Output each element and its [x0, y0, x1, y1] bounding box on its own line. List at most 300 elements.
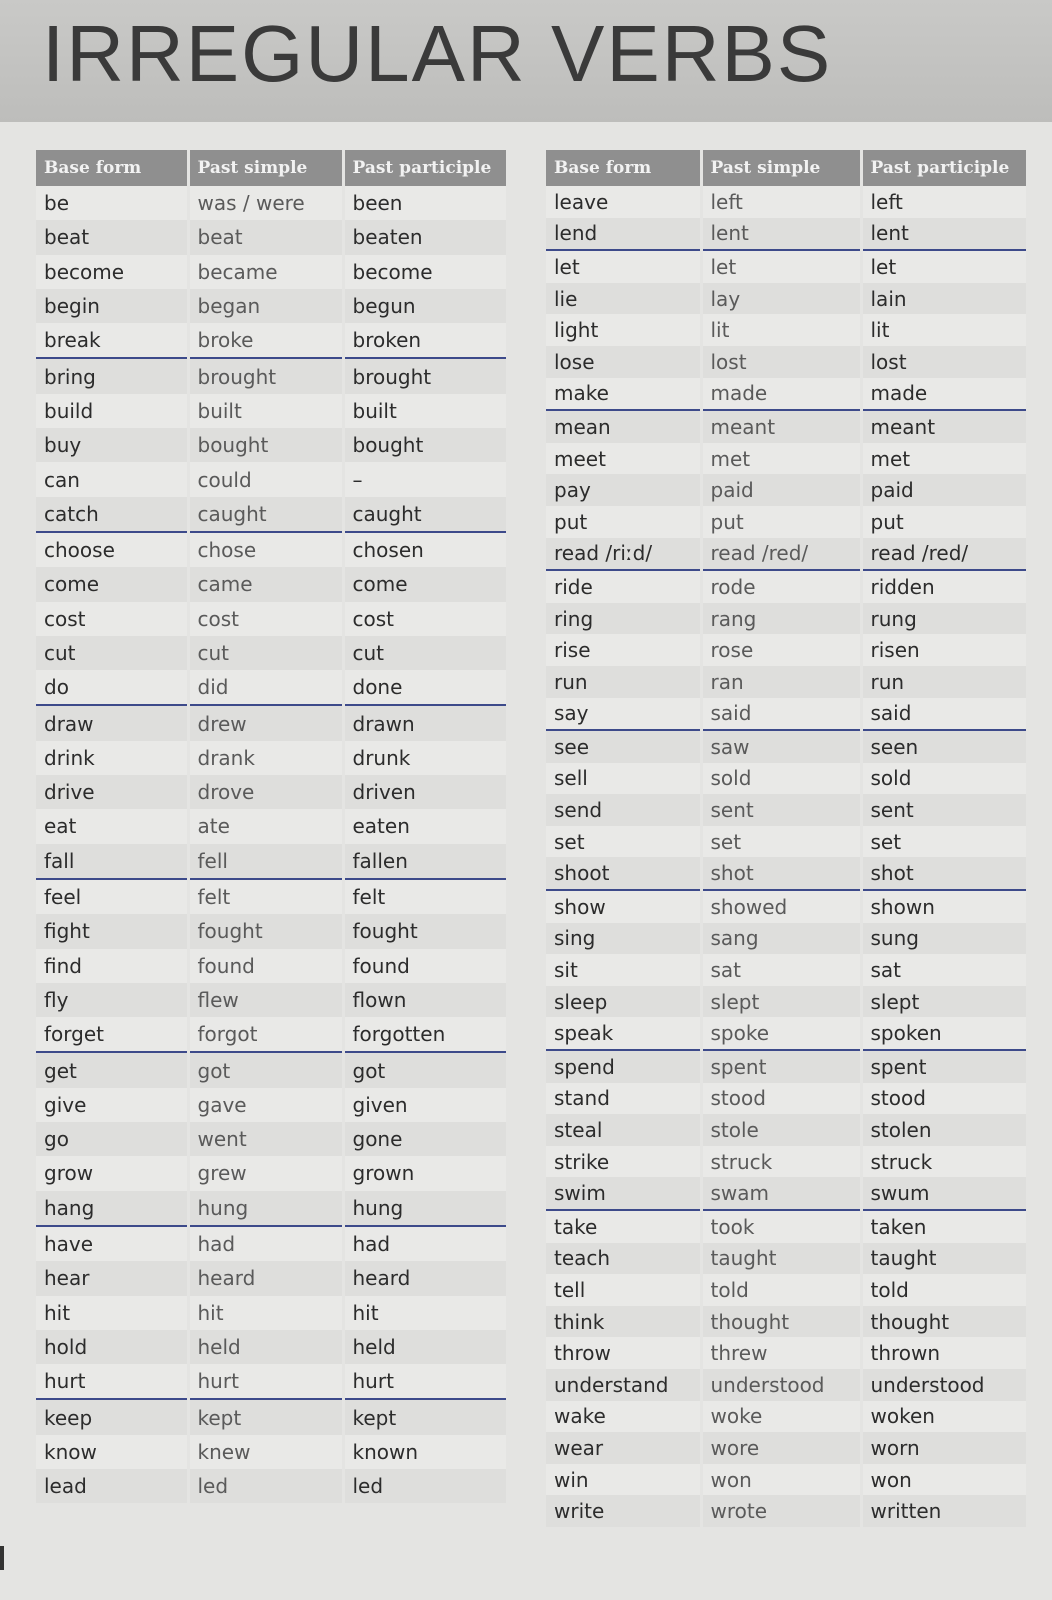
base-form-cell: have: [36, 1226, 188, 1261]
past-simple-cell: flew: [188, 983, 343, 1017]
past-participle-cell: risen: [861, 634, 1026, 666]
verb-row: [36, 428, 506, 462]
base-form-cell: build: [36, 394, 188, 428]
verb-row: [36, 1088, 506, 1122]
past-simple-cell: threw: [701, 1337, 861, 1369]
past-participle-cell: met: [861, 443, 1026, 475]
base-form-cell: can: [36, 462, 188, 496]
verb-row: [546, 763, 1026, 795]
base-form-cell: tell: [546, 1274, 701, 1306]
past-participle-cell: rung: [861, 603, 1026, 635]
verb-row: [546, 570, 1026, 603]
base-form-cell: take: [546, 1210, 701, 1243]
verb-row: [546, 538, 1026, 571]
base-form-cell: ring: [546, 603, 701, 635]
base-form-cell: let: [546, 250, 701, 283]
verb-row: [546, 954, 1026, 986]
past-simple-cell: spent: [701, 1050, 861, 1083]
past-simple-cell: saw: [701, 730, 861, 763]
past-participle-cell: spoken: [861, 1017, 1026, 1050]
past-participle-cell: slept: [861, 986, 1026, 1018]
past-participle-cell: forgotten: [343, 1017, 506, 1052]
verb-row: [546, 1274, 1026, 1306]
verb-row: [36, 1469, 506, 1503]
base-form-cell: cost: [36, 602, 188, 636]
past-simple-cell: ate: [188, 809, 343, 843]
verb-table-left-body: [36, 186, 506, 1503]
past-simple-cell: found: [188, 949, 343, 983]
past-participle-cell: sent: [861, 794, 1026, 826]
past-simple-cell: paid: [701, 474, 861, 506]
verb-row: [546, 1464, 1026, 1496]
past-participle-cell: worn: [861, 1432, 1026, 1464]
base-form-cell: sleep: [546, 986, 701, 1018]
past-simple-cell: told: [701, 1274, 861, 1306]
past-simple-cell: said: [701, 698, 861, 731]
base-form-cell: spend: [546, 1050, 701, 1083]
past-simple-cell: understood: [701, 1369, 861, 1401]
verb-row: [546, 1146, 1026, 1178]
past-simple-cell: rang: [701, 603, 861, 635]
past-simple-cell: spoke: [701, 1017, 861, 1050]
verb-row: [36, 394, 506, 428]
base-form-cell: show: [546, 890, 701, 923]
past-simple-cell: put: [701, 506, 861, 538]
verb-row: [546, 314, 1026, 346]
base-form-cell: hurt: [36, 1364, 188, 1399]
verb-row: [546, 346, 1026, 378]
verb-row: [36, 879, 506, 914]
base-form-cell: hit: [36, 1296, 188, 1330]
verb-row: [546, 1177, 1026, 1210]
verb-row: [36, 670, 506, 705]
past-simple-cell: began: [188, 289, 343, 323]
base-form-cell: put: [546, 506, 701, 538]
past-simple-cell: forgot: [188, 1017, 343, 1052]
past-simple-cell: held: [188, 1330, 343, 1364]
past-simple-cell: could: [188, 462, 343, 496]
past-participle-cell: hung: [343, 1191, 506, 1226]
past-simple-cell: fell: [188, 844, 343, 879]
past-participle-cell: made: [861, 378, 1026, 411]
past-participle-cell: been: [343, 186, 506, 220]
verb-row: [36, 255, 506, 289]
past-simple-cell: swam: [701, 1177, 861, 1210]
past-simple-cell: stood: [701, 1083, 861, 1115]
past-participle-cell: read /red/: [861, 538, 1026, 571]
past-simple-cell: ran: [701, 666, 861, 698]
past-simple-cell: felt: [188, 879, 343, 914]
base-form-cell: win: [546, 1464, 701, 1496]
base-form-cell: speak: [546, 1017, 701, 1050]
verb-row: [546, 1306, 1026, 1338]
past-simple-cell: struck: [701, 1146, 861, 1178]
past-simple-cell: met: [701, 443, 861, 475]
past-participle-cell: driven: [343, 775, 506, 809]
past-participle-cell: done: [343, 670, 506, 705]
past-participle-cell: meant: [861, 410, 1026, 443]
verb-row: [546, 826, 1026, 858]
verb-row: [36, 775, 506, 809]
verb-row: [546, 410, 1026, 443]
past-simple-cell: became: [188, 255, 343, 289]
verb-row: [36, 358, 506, 393]
base-form-cell: sit: [546, 954, 701, 986]
past-participle-cell: run: [861, 666, 1026, 698]
base-form-cell: draw: [36, 705, 188, 740]
base-form-cell: know: [36, 1435, 188, 1469]
past-participle-cell: lost: [861, 346, 1026, 378]
verb-row: [546, 1495, 1026, 1527]
past-participle-cell: put: [861, 506, 1026, 538]
base-form-cell: give: [36, 1088, 188, 1122]
base-form-cell: beat: [36, 220, 188, 254]
header-row: [546, 150, 1026, 186]
past-participle-cell: felt: [343, 879, 506, 914]
base-form-cell: steal: [546, 1114, 701, 1146]
base-form-cell: throw: [546, 1337, 701, 1369]
base-form-cell: rise: [546, 634, 701, 666]
verb-row: [36, 1330, 506, 1364]
verb-row: [546, 1050, 1026, 1083]
base-form-cell: come: [36, 567, 188, 601]
past-simple-cell: rode: [701, 570, 861, 603]
base-form-cell: strike: [546, 1146, 701, 1178]
past-simple-cell: was / were: [188, 186, 343, 220]
base-form-cell: set: [546, 826, 701, 858]
past-simple-cell: stole: [701, 1114, 861, 1146]
verb-row: [546, 1337, 1026, 1369]
base-form-cell: light: [546, 314, 701, 346]
past-simple-cell: did: [188, 670, 343, 705]
past-simple-cell: shot: [701, 857, 861, 890]
past-participle-cell: struck: [861, 1146, 1026, 1178]
past-participle-cell: shot: [861, 857, 1026, 890]
past-participle-cell: led: [343, 1469, 506, 1503]
verb-row: [36, 1261, 506, 1295]
past-simple-cell: woke: [701, 1401, 861, 1433]
header-base-form: Base form: [36, 150, 188, 186]
past-participle-cell: stood: [861, 1083, 1026, 1115]
verb-row: [36, 289, 506, 323]
verb-row: [546, 474, 1026, 506]
verb-row: [36, 636, 506, 670]
base-form-cell: think: [546, 1306, 701, 1338]
past-participle-cell: given: [343, 1088, 506, 1122]
past-participle-cell: woken: [861, 1401, 1026, 1433]
verb-row: [36, 914, 506, 948]
base-form-cell: begin: [36, 289, 188, 323]
past-participle-cell: eaten: [343, 809, 506, 843]
verb-row: [546, 250, 1026, 283]
past-participle-cell: broken: [343, 323, 506, 358]
past-simple-cell: drank: [188, 741, 343, 775]
verb-row: [36, 949, 506, 983]
verb-row: [36, 1156, 506, 1190]
base-form-cell: sell: [546, 763, 701, 795]
base-form-cell: run: [546, 666, 701, 698]
header-past-participle: Past participle: [861, 150, 1026, 186]
past-simple-cell: led: [188, 1469, 343, 1503]
base-form-cell: fall: [36, 844, 188, 879]
verb-row: [546, 1401, 1026, 1433]
verb-row: [36, 1399, 506, 1434]
verb-table-right-body: [546, 186, 1026, 1527]
base-form-cell: drink: [36, 741, 188, 775]
past-simple-cell: left: [701, 186, 861, 218]
past-participle-cell: begun: [343, 289, 506, 323]
past-participle-cell: understood: [861, 1369, 1026, 1401]
past-participle-cell: written: [861, 1495, 1026, 1527]
past-participle-cell: left: [861, 186, 1026, 218]
past-participle-cell: set: [861, 826, 1026, 858]
past-simple-cell: lost: [701, 346, 861, 378]
base-form-cell: wear: [546, 1432, 701, 1464]
past-participle-cell: taken: [861, 1210, 1026, 1243]
past-simple-cell: knew: [188, 1435, 343, 1469]
verb-row: [546, 1083, 1026, 1115]
past-participle-cell: had: [343, 1226, 506, 1261]
base-form-cell: catch: [36, 497, 188, 532]
base-form-cell: fly: [36, 983, 188, 1017]
verb-row: [36, 323, 506, 358]
base-form-cell: feel: [36, 879, 188, 914]
verb-row: [36, 220, 506, 254]
base-form-cell: drive: [36, 775, 188, 809]
past-participle-cell: lain: [861, 283, 1026, 315]
past-simple-cell: lit: [701, 314, 861, 346]
header-base-form: Base form: [546, 150, 701, 186]
past-participle-cell: taught: [861, 1243, 1026, 1275]
base-form-cell: do: [36, 670, 188, 705]
base-form-cell: lose: [546, 346, 701, 378]
past-simple-cell: thought: [701, 1306, 861, 1338]
past-simple-cell: took: [701, 1210, 861, 1243]
verb-row: [546, 1432, 1026, 1464]
past-simple-cell: kept: [188, 1399, 343, 1434]
past-participle-cell: found: [343, 949, 506, 983]
page-title: IRREGULAR VERBS: [42, 9, 833, 98]
base-form-cell: write: [546, 1495, 701, 1527]
past-simple-cell: cost: [188, 602, 343, 636]
past-simple-cell: caught: [188, 497, 343, 532]
verb-row: [546, 1369, 1026, 1401]
past-participle-cell: bought: [343, 428, 506, 462]
past-participle-cell: gone: [343, 1122, 506, 1156]
past-simple-cell: built: [188, 394, 343, 428]
verb-row: [36, 1191, 506, 1226]
past-participle-cell: seen: [861, 730, 1026, 763]
base-form-cell: eat: [36, 809, 188, 843]
page-edge-mark: [0, 1546, 4, 1570]
past-simple-cell: hit: [188, 1296, 343, 1330]
past-simple-cell: came: [188, 567, 343, 601]
base-form-cell: make: [546, 378, 701, 411]
past-simple-cell: taught: [701, 1243, 861, 1275]
past-simple-cell: brought: [188, 358, 343, 393]
verb-row: [546, 794, 1026, 826]
verb-row: [36, 532, 506, 567]
past-participle-cell: paid: [861, 474, 1026, 506]
verb-row: [546, 698, 1026, 731]
verb-row: [546, 634, 1026, 666]
base-form-cell: pay: [546, 474, 701, 506]
past-simple-cell: won: [701, 1464, 861, 1496]
past-simple-cell: cut: [188, 636, 343, 670]
verb-row: [36, 809, 506, 843]
verb-row: [546, 857, 1026, 890]
verb-row: [36, 1296, 506, 1330]
past-simple-cell: sent: [701, 794, 861, 826]
verb-row: [546, 218, 1026, 251]
header-past-simple: Past simple: [701, 150, 861, 186]
past-simple-cell: lay: [701, 283, 861, 315]
base-form-cell: see: [546, 730, 701, 763]
verb-row: [36, 1435, 506, 1469]
base-form-cell: leave: [546, 186, 701, 218]
past-participle-cell: sold: [861, 763, 1026, 795]
verb-row: [546, 186, 1026, 218]
past-simple-cell: let: [701, 250, 861, 283]
base-form-cell: be: [36, 186, 188, 220]
past-participle-cell: swum: [861, 1177, 1026, 1210]
past-participle-cell: said: [861, 698, 1026, 731]
base-form-cell: teach: [546, 1243, 701, 1275]
verb-row: [546, 890, 1026, 923]
base-form-cell: say: [546, 698, 701, 731]
past-simple-cell: drew: [188, 705, 343, 740]
base-form-cell: grow: [36, 1156, 188, 1190]
past-participle-cell: cut: [343, 636, 506, 670]
past-simple-cell: beat: [188, 220, 343, 254]
verb-row: [36, 1122, 506, 1156]
past-simple-cell: slept: [701, 986, 861, 1018]
past-participle-cell: heard: [343, 1261, 506, 1295]
past-simple-cell: grew: [188, 1156, 343, 1190]
base-form-cell: choose: [36, 532, 188, 567]
past-participle-cell: won: [861, 1464, 1026, 1496]
past-simple-cell: fought: [188, 914, 343, 948]
past-participle-cell: fallen: [343, 844, 506, 879]
verb-row: [546, 1114, 1026, 1146]
past-participle-cell: brought: [343, 358, 506, 393]
past-simple-cell: had: [188, 1226, 343, 1261]
past-simple-cell: lent: [701, 218, 861, 251]
past-participle-cell: built: [343, 394, 506, 428]
base-form-cell: meet: [546, 443, 701, 475]
past-simple-cell: hung: [188, 1191, 343, 1226]
past-simple-cell: chose: [188, 532, 343, 567]
past-simple-cell: bought: [188, 428, 343, 462]
base-form-cell: read /riːd/: [546, 538, 701, 571]
past-participle-cell: stolen: [861, 1114, 1026, 1146]
verb-row: [546, 443, 1026, 475]
past-participle-cell: kept: [343, 1399, 506, 1434]
base-form-cell: forget: [36, 1017, 188, 1052]
past-participle-cell: held: [343, 1330, 506, 1364]
past-participle-cell: known: [343, 1435, 506, 1469]
past-participle-cell: got: [343, 1052, 506, 1087]
verb-row: [546, 1243, 1026, 1275]
past-participle-cell: lit: [861, 314, 1026, 346]
verb-row: [546, 923, 1026, 955]
verb-row: [546, 603, 1026, 635]
base-form-cell: get: [36, 1052, 188, 1087]
header-past-simple: Past simple: [188, 150, 343, 186]
past-simple-cell: sat: [701, 954, 861, 986]
base-form-cell: become: [36, 255, 188, 289]
base-form-cell: ride: [546, 570, 701, 603]
base-form-cell: understand: [546, 1369, 701, 1401]
past-participle-cell: sung: [861, 923, 1026, 955]
base-form-cell: break: [36, 323, 188, 358]
header-row: [36, 150, 506, 186]
base-form-cell: find: [36, 949, 188, 983]
past-participle-cell: drawn: [343, 705, 506, 740]
past-participle-cell: shown: [861, 890, 1026, 923]
header-past-participle: Past participle: [343, 150, 506, 186]
past-simple-cell: drove: [188, 775, 343, 809]
verb-row: [36, 983, 506, 1017]
past-participle-cell: lent: [861, 218, 1026, 251]
verb-row: [36, 567, 506, 601]
past-participle-cell: grown: [343, 1156, 506, 1190]
verb-row: [36, 1226, 506, 1261]
verb-row: [36, 1364, 506, 1399]
past-simple-cell: got: [188, 1052, 343, 1087]
base-form-cell: hear: [36, 1261, 188, 1295]
past-participle-cell: cost: [343, 602, 506, 636]
verb-row: [36, 1017, 506, 1052]
past-simple-cell: sold: [701, 763, 861, 795]
past-simple-cell: read /red/: [701, 538, 861, 571]
past-participle-cell: beaten: [343, 220, 506, 254]
past-participle-cell: flown: [343, 983, 506, 1017]
verb-row: [546, 378, 1026, 411]
verb-row: [546, 666, 1026, 698]
past-simple-cell: wore: [701, 1432, 861, 1464]
base-form-cell: mean: [546, 410, 701, 443]
past-participle-cell: hurt: [343, 1364, 506, 1399]
base-form-cell: bring: [36, 358, 188, 393]
verb-row: [36, 741, 506, 775]
past-simple-cell: went: [188, 1122, 343, 1156]
past-participle-cell: come: [343, 567, 506, 601]
verb-row: [546, 730, 1026, 763]
base-form-cell: go: [36, 1122, 188, 1156]
base-form-cell: lead: [36, 1469, 188, 1503]
past-participle-cell: drunk: [343, 741, 506, 775]
verb-row: [546, 1210, 1026, 1243]
past-participle-cell: told: [861, 1274, 1026, 1306]
verb-row: [546, 986, 1026, 1018]
past-participle-cell: thrown: [861, 1337, 1026, 1369]
past-simple-cell: hurt: [188, 1364, 343, 1399]
base-form-cell: fight: [36, 914, 188, 948]
verb-row: [36, 497, 506, 532]
verb-row: [36, 602, 506, 636]
base-form-cell: buy: [36, 428, 188, 462]
past-simple-cell: wrote: [701, 1495, 861, 1527]
past-simple-cell: heard: [188, 1261, 343, 1295]
base-form-cell: shoot: [546, 857, 701, 890]
past-simple-cell: broke: [188, 323, 343, 358]
verb-row: [546, 283, 1026, 315]
past-simple-cell: sang: [701, 923, 861, 955]
verb-row: [36, 186, 506, 220]
past-participle-cell: become: [343, 255, 506, 289]
verb-row: [546, 1017, 1026, 1050]
